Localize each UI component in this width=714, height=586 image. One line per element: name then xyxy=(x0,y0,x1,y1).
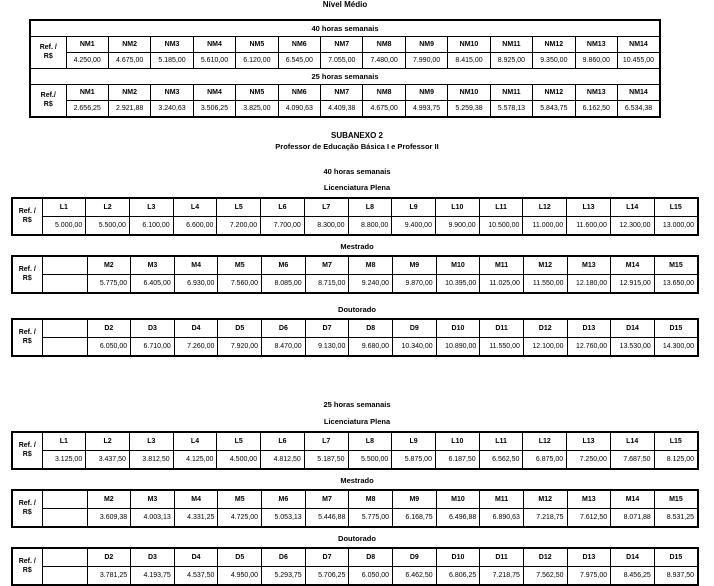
column-header-cell: M4 xyxy=(174,256,218,275)
licenciatura-plena-heading: Licenciatura Plena xyxy=(323,417,391,426)
mestrado-heading: Mestrado xyxy=(340,242,374,251)
table-row xyxy=(30,20,660,37)
column-header-cell: L10 xyxy=(435,432,479,451)
column-header-cell: M10 xyxy=(436,256,480,275)
salary-value-cell: 6.187,50 xyxy=(435,451,479,470)
salary-value-cell: 3.240,63 xyxy=(151,101,193,118)
salary-value-cell: 7.687,50 xyxy=(610,451,654,470)
column-header-cell: M13 xyxy=(567,490,611,509)
salary-value-cell: 4.331,25 xyxy=(174,509,218,528)
salary-value-cell: 4.250,00 xyxy=(66,53,108,69)
column-header-cell: M8 xyxy=(349,490,393,509)
column-header-cell: NM13 xyxy=(575,85,617,101)
salary-value-cell: 5.775,00 xyxy=(87,275,131,294)
salary-value-cell: 5.500,00 xyxy=(86,217,130,236)
column-header-cell: D5 xyxy=(218,548,262,567)
salary-value-cell: 7.218,75 xyxy=(523,509,567,528)
nivel-medio-salary-table xyxy=(29,19,661,118)
salary-value-cell: 8.470,00 xyxy=(262,338,306,357)
salary-value-cell: 10.455,00 xyxy=(617,53,660,69)
column-header-cell: L7 xyxy=(304,432,348,451)
column-header-cell: D15 xyxy=(654,548,698,567)
salary-value-cell: 11.600,00 xyxy=(567,217,611,236)
salary-value-cell: 13.650,00 xyxy=(654,275,698,294)
column-header-cell: NM8 xyxy=(363,37,405,53)
column-header-cell: D8 xyxy=(349,548,393,567)
column-header-cell: M6 xyxy=(262,256,306,275)
column-header-cell: NM6 xyxy=(278,85,320,101)
salary-value-cell: 8.456,25 xyxy=(611,567,655,586)
column-header-cell: L12 xyxy=(523,198,567,217)
salary-value-cell: 7.990,00 xyxy=(405,53,447,69)
column-header-cell: M15 xyxy=(654,256,698,275)
table-row xyxy=(12,256,698,275)
salary-value-cell xyxy=(42,275,87,294)
salary-value-cell: 3.506,25 xyxy=(193,101,235,118)
salary-value-cell: 6.806,25 xyxy=(436,567,480,586)
salary-value-cell: 12.760,00 xyxy=(567,338,611,357)
column-header-cell: D10 xyxy=(436,548,480,567)
column-header-cell: D8 xyxy=(349,319,393,338)
mestrado-25h-table xyxy=(11,489,699,528)
salary-value-cell: 8.800,00 xyxy=(348,217,392,236)
salary-value-cell: 6.534,38 xyxy=(617,101,660,118)
column-header-cell: L4 xyxy=(173,198,217,217)
column-header-cell: D9 xyxy=(392,319,436,338)
column-header-cell: M7 xyxy=(305,490,349,509)
table-row xyxy=(12,490,698,509)
table-row xyxy=(12,567,698,586)
salary-value-cell: 9.900,00 xyxy=(435,217,479,236)
salary-value-cell: 8.071,88 xyxy=(611,509,655,528)
ref-rs-label: Ref. / R$ xyxy=(12,432,42,469)
salary-value-cell: 6.890,63 xyxy=(480,509,524,528)
salary-value-cell: 6.168,75 xyxy=(392,509,436,528)
salary-value-cell: 13.530,00 xyxy=(611,338,655,357)
column-header-cell: L13 xyxy=(567,432,611,451)
table-row xyxy=(30,101,660,118)
salary-value-cell: 8.531,25 xyxy=(654,509,698,528)
salary-value-cell: 9.870,00 xyxy=(392,275,436,294)
column-header-cell: M2 xyxy=(87,490,131,509)
salary-value-cell: 5.500,00 xyxy=(348,451,392,470)
column-header-cell: D11 xyxy=(480,548,524,567)
column-header-cell: D14 xyxy=(611,319,655,338)
licenciatura-25h-table xyxy=(11,431,699,470)
section-40h-label: 40 horas semanais xyxy=(30,20,660,37)
ref-rs-label: Ref. / R$ xyxy=(12,490,42,527)
ref-rs-label: Ref./ R$ xyxy=(30,85,66,118)
salary-value-cell: 7.218,75 xyxy=(480,567,524,586)
salary-value-cell: 5.053,13 xyxy=(262,509,306,528)
salary-value-cell: 5.000,00 xyxy=(42,217,86,236)
table-row xyxy=(12,432,698,451)
column-header-cell: NM8 xyxy=(363,85,405,101)
salary-value-cell: 10.500,00 xyxy=(479,217,523,236)
column-header-cell: D13 xyxy=(567,548,611,567)
column-header-cell: L6 xyxy=(261,432,305,451)
column-header-cell: D13 xyxy=(567,319,611,338)
salary-value-cell: 3.437,50 xyxy=(86,451,130,470)
ref-rs-label: Ref. / R$ xyxy=(12,198,42,235)
column-header-cell: NM10 xyxy=(448,37,490,53)
column-header-cell: L12 xyxy=(523,432,567,451)
page-title-nivel-medio: Nível Médio xyxy=(322,0,368,9)
column-header-cell: M2 xyxy=(87,256,131,275)
column-header-cell: M11 xyxy=(480,490,524,509)
column-header-cell: NM12 xyxy=(533,37,575,53)
ref-rs-label: Ref. / R$ xyxy=(12,256,42,293)
salary-value-cell: 7.560,00 xyxy=(218,275,262,294)
salary-value-cell: 5.875,00 xyxy=(392,451,436,470)
salary-value-cell: 3.781,25 xyxy=(87,567,131,586)
salary-value-cell: 6.875,00 xyxy=(523,451,567,470)
column-header-cell: D4 xyxy=(174,319,218,338)
salary-value-cell: 4.409,38 xyxy=(321,101,363,118)
salary-value-cell: 7.250,00 xyxy=(567,451,611,470)
salary-value-cell: 6.050,00 xyxy=(349,567,393,586)
salary-value-cell: 14.300,00 xyxy=(654,338,698,357)
salary-value-cell: 6.050,00 xyxy=(87,338,131,357)
table-row xyxy=(12,217,698,236)
column-header-cell: D14 xyxy=(611,548,655,567)
salary-value-cell: 4.993,75 xyxy=(405,101,447,118)
column-header-cell: L11 xyxy=(479,432,523,451)
salary-value-cell: 7.975,00 xyxy=(567,567,611,586)
salary-value-cell xyxy=(42,338,87,357)
column-header-cell: L4 xyxy=(173,432,217,451)
table-row xyxy=(30,37,660,53)
column-header-cell: M5 xyxy=(218,256,262,275)
salary-value-cell: 6.162,50 xyxy=(575,101,617,118)
column-header-cell: D7 xyxy=(305,548,349,567)
column-header-cell: M13 xyxy=(567,256,611,275)
salary-value-cell: 4.003,13 xyxy=(131,509,175,528)
salary-value-cell: 8.415,00 xyxy=(448,53,490,69)
column-header-cell: NM7 xyxy=(321,85,363,101)
column-header-cell: L1 xyxy=(42,198,86,217)
column-header-cell xyxy=(42,548,87,567)
column-header-cell: NM5 xyxy=(236,85,278,101)
salary-value-cell: 8.925,00 xyxy=(490,53,532,69)
column-header-cell: L14 xyxy=(610,198,654,217)
salary-value-cell: 11.550,00 xyxy=(523,275,567,294)
column-header-cell: NM4 xyxy=(193,37,235,53)
salary-value-cell: 5.259,38 xyxy=(448,101,490,118)
salary-value-cell: 7.562,50 xyxy=(523,567,567,586)
table-row xyxy=(12,275,698,294)
salary-value-cell: 6.496,88 xyxy=(436,509,480,528)
column-header-cell: L5 xyxy=(217,198,261,217)
salary-value-cell: 7.700,00 xyxy=(261,217,305,236)
salary-value-cell: 6.120,00 xyxy=(236,53,278,69)
salary-value-cell: 4.675,00 xyxy=(363,101,405,118)
column-header-cell: M10 xyxy=(436,490,480,509)
ref-rs-label: Ref. / R$ xyxy=(12,548,42,585)
column-header-cell: D6 xyxy=(262,548,306,567)
salary-value-cell: 5.706,25 xyxy=(305,567,349,586)
salary-value-cell: 8.715,00 xyxy=(305,275,349,294)
salary-value-cell: 9.350,00 xyxy=(533,53,575,69)
salary-value-cell: 12.915,00 xyxy=(611,275,655,294)
ref-rs-label: Ref. / R$ xyxy=(12,319,42,356)
salary-value-cell: 12.100,00 xyxy=(523,338,567,357)
salary-value-cell: 4.193,75 xyxy=(131,567,175,586)
salary-value-cell: 8.085,00 xyxy=(262,275,306,294)
salary-value-cell: 5.775,00 xyxy=(349,509,393,528)
salary-value-cell: 13.000,00 xyxy=(654,217,698,236)
salary-value-cell: 8.937,50 xyxy=(654,567,698,586)
table-row xyxy=(30,69,660,85)
doutorado-25h-table xyxy=(11,547,699,586)
salary-value-cell: 5.293,75 xyxy=(262,567,306,586)
column-header-cell: M6 xyxy=(262,490,306,509)
salary-value-cell: 9.680,00 xyxy=(349,338,393,357)
column-header-cell: NM9 xyxy=(405,37,447,53)
column-header-cell: M7 xyxy=(305,256,349,275)
salary-value-cell: 5.185,00 xyxy=(151,53,193,69)
salary-value-cell: 2.656,25 xyxy=(66,101,108,118)
column-header-cell: D2 xyxy=(87,319,131,338)
column-header-cell: NM11 xyxy=(490,37,532,53)
column-header-cell: M8 xyxy=(349,256,393,275)
column-header-cell: D15 xyxy=(654,319,698,338)
column-header-cell xyxy=(42,256,87,275)
column-header-cell: NM12 xyxy=(533,85,575,101)
salary-value-cell: 4.500,00 xyxy=(217,451,261,470)
salary-value-cell: 11.000,00 xyxy=(523,217,567,236)
column-header-cell: L6 xyxy=(261,198,305,217)
column-header-cell: NM10 xyxy=(448,85,490,101)
column-header-cell: M14 xyxy=(611,490,655,509)
column-header-cell: D11 xyxy=(480,319,524,338)
column-header-cell: D9 xyxy=(392,548,436,567)
column-header-cell: L3 xyxy=(129,432,173,451)
salary-value-cell: 6.930,00 xyxy=(174,275,218,294)
salary-value-cell: 10.395,00 xyxy=(436,275,480,294)
salary-value-cell: 3.825,00 xyxy=(236,101,278,118)
column-header-cell: L10 xyxy=(435,198,479,217)
salary-value-cell: 9.130,00 xyxy=(305,338,349,357)
column-header-cell: D4 xyxy=(174,548,218,567)
salary-value-cell: 6.562,50 xyxy=(479,451,523,470)
column-header-cell: L15 xyxy=(654,198,698,217)
column-header-cell: M9 xyxy=(392,256,436,275)
ref-rs-label: Ref. / R$ xyxy=(30,37,66,69)
column-header-cell: M3 xyxy=(131,256,175,275)
column-header-cell: M12 xyxy=(523,490,567,509)
column-header-cell: D3 xyxy=(131,319,175,338)
salary-value-cell: 9.860,00 xyxy=(575,53,617,69)
salary-value-cell: 5.843,75 xyxy=(533,101,575,118)
salary-value-cell: 5.446,88 xyxy=(305,509,349,528)
column-header-cell: L8 xyxy=(348,432,392,451)
salary-value-cell: 11.550,00 xyxy=(480,338,524,357)
mestrado-heading: Mestrado xyxy=(340,476,374,485)
salary-value-cell: 10.340,00 xyxy=(392,338,436,357)
table-row xyxy=(12,509,698,528)
column-header-cell: NM11 xyxy=(490,85,532,101)
column-header-cell: D6 xyxy=(262,319,306,338)
section-40h-heading: 40 horas semanais xyxy=(323,167,391,176)
table-row xyxy=(12,198,698,217)
column-header-cell: D7 xyxy=(305,319,349,338)
salary-value-cell: 11.025,00 xyxy=(480,275,524,294)
column-header-cell: M15 xyxy=(654,490,698,509)
column-header-cell: NM3 xyxy=(151,85,193,101)
column-header-cell: M12 xyxy=(523,256,567,275)
column-header-cell: L1 xyxy=(42,432,86,451)
mestrado-40h-table xyxy=(11,255,699,294)
salary-value-cell: 7.920,00 xyxy=(218,338,262,357)
column-header-cell: L8 xyxy=(348,198,392,217)
column-header-cell: L14 xyxy=(610,432,654,451)
salary-value-cell: 7.200,00 xyxy=(217,217,261,236)
salary-value-cell: 5.578,13 xyxy=(490,101,532,118)
table-row xyxy=(12,451,698,470)
subanexo-subtitle: Professor de Educação Básica I e Professor II xyxy=(275,142,439,151)
column-header-cell: NM6 xyxy=(278,37,320,53)
column-header-cell: NM3 xyxy=(151,37,193,53)
column-header-cell: D3 xyxy=(131,548,175,567)
salary-value-cell xyxy=(42,567,87,586)
column-header-cell: M4 xyxy=(174,490,218,509)
salary-value-cell: 7.055,00 xyxy=(321,53,363,69)
table-row xyxy=(12,548,698,567)
salary-value-cell: 12.300,00 xyxy=(610,217,654,236)
column-header-cell: NM14 xyxy=(617,85,660,101)
salary-value-cell: 7.612,50 xyxy=(567,509,611,528)
column-header-cell: NM14 xyxy=(617,37,660,53)
salary-value-cell: 6.710,00 xyxy=(131,338,175,357)
column-header-cell: L2 xyxy=(86,432,130,451)
salary-value-cell: 4.537,50 xyxy=(174,567,218,586)
column-header-cell: M3 xyxy=(131,490,175,509)
licenciatura-40h-table xyxy=(11,197,699,236)
column-header-cell: D12 xyxy=(523,319,567,338)
section-25h-label: 25 horas semanais xyxy=(30,69,660,85)
column-header-cell: D10 xyxy=(436,319,480,338)
salary-value-cell: 9.400,00 xyxy=(392,217,436,236)
column-header-cell: NM13 xyxy=(575,37,617,53)
column-header-cell: L11 xyxy=(479,198,523,217)
column-header-cell: L15 xyxy=(654,432,698,451)
salary-value-cell: 3.609,38 xyxy=(87,509,131,528)
salary-value-cell: 6.462,50 xyxy=(392,567,436,586)
column-header-cell: L13 xyxy=(567,198,611,217)
column-header-cell: NM1 xyxy=(66,37,108,53)
salary-value-cell: 4.812,50 xyxy=(261,451,305,470)
salary-value-cell: 4.725,00 xyxy=(218,509,262,528)
doutorado-heading: Doutorado xyxy=(338,305,376,314)
salary-value-cell: 6.100,00 xyxy=(129,217,173,236)
salary-value-cell: 6.600,00 xyxy=(173,217,217,236)
salary-value-cell xyxy=(42,509,87,528)
licenciatura-plena-heading: Licenciatura Plena xyxy=(323,183,391,192)
salary-value-cell: 4.950,00 xyxy=(218,567,262,586)
column-header-cell: M9 xyxy=(392,490,436,509)
column-header-cell: L9 xyxy=(392,432,436,451)
table-row xyxy=(12,319,698,338)
column-header-cell: L5 xyxy=(217,432,261,451)
table-row xyxy=(30,53,660,69)
column-header-cell: L2 xyxy=(86,198,130,217)
column-header-cell: L7 xyxy=(304,198,348,217)
salary-value-cell: 6.405,00 xyxy=(131,275,175,294)
salary-value-cell: 5.187,50 xyxy=(304,451,348,470)
salary-value-cell: 9.240,00 xyxy=(349,275,393,294)
column-header-cell: NM2 xyxy=(108,85,150,101)
salary-value-cell: 4.675,00 xyxy=(108,53,150,69)
salary-value-cell: 6.545,00 xyxy=(278,53,320,69)
column-header-cell: NM7 xyxy=(321,37,363,53)
salary-value-cell: 7.260,00 xyxy=(174,338,218,357)
column-header-cell: L9 xyxy=(392,198,436,217)
column-header-cell: M5 xyxy=(218,490,262,509)
column-header-cell: D5 xyxy=(218,319,262,338)
section-25h-heading: 25 horas semanais xyxy=(323,400,391,409)
salary-value-cell: 7.480,00 xyxy=(363,53,405,69)
salary-value-cell: 2.921,88 xyxy=(108,101,150,118)
salary-value-cell: 10.890,00 xyxy=(436,338,480,357)
doutorado-40h-table xyxy=(11,318,699,357)
salary-value-cell: 3.125,00 xyxy=(42,451,86,470)
salary-value-cell: 3.812,50 xyxy=(129,451,173,470)
salary-value-cell: 4.125,00 xyxy=(173,451,217,470)
column-header-cell xyxy=(42,490,87,509)
salary-value-cell: 5.610,00 xyxy=(193,53,235,69)
column-header-cell: NM5 xyxy=(236,37,278,53)
column-header-cell: NM9 xyxy=(405,85,447,101)
salary-value-cell: 12.180,00 xyxy=(567,275,611,294)
column-header-cell: D12 xyxy=(523,548,567,567)
column-header-cell: M11 xyxy=(480,256,524,275)
column-header-cell: D2 xyxy=(87,548,131,567)
table-row xyxy=(12,338,698,357)
column-header-cell: NM4 xyxy=(193,85,235,101)
column-header-cell: NM1 xyxy=(66,85,108,101)
doutorado-heading: Doutorado xyxy=(338,534,376,543)
salary-value-cell: 8.125,00 xyxy=(654,451,698,470)
subanexo-title: SUBANEXO 2 xyxy=(330,131,383,140)
column-header-cell: M14 xyxy=(611,256,655,275)
column-header-cell: NM2 xyxy=(108,37,150,53)
table-row xyxy=(30,85,660,101)
salary-value-cell: 4.090,63 xyxy=(278,101,320,118)
column-header-cell xyxy=(42,319,87,338)
column-header-cell: L3 xyxy=(129,198,173,217)
salary-value-cell: 8.300,00 xyxy=(304,217,348,236)
